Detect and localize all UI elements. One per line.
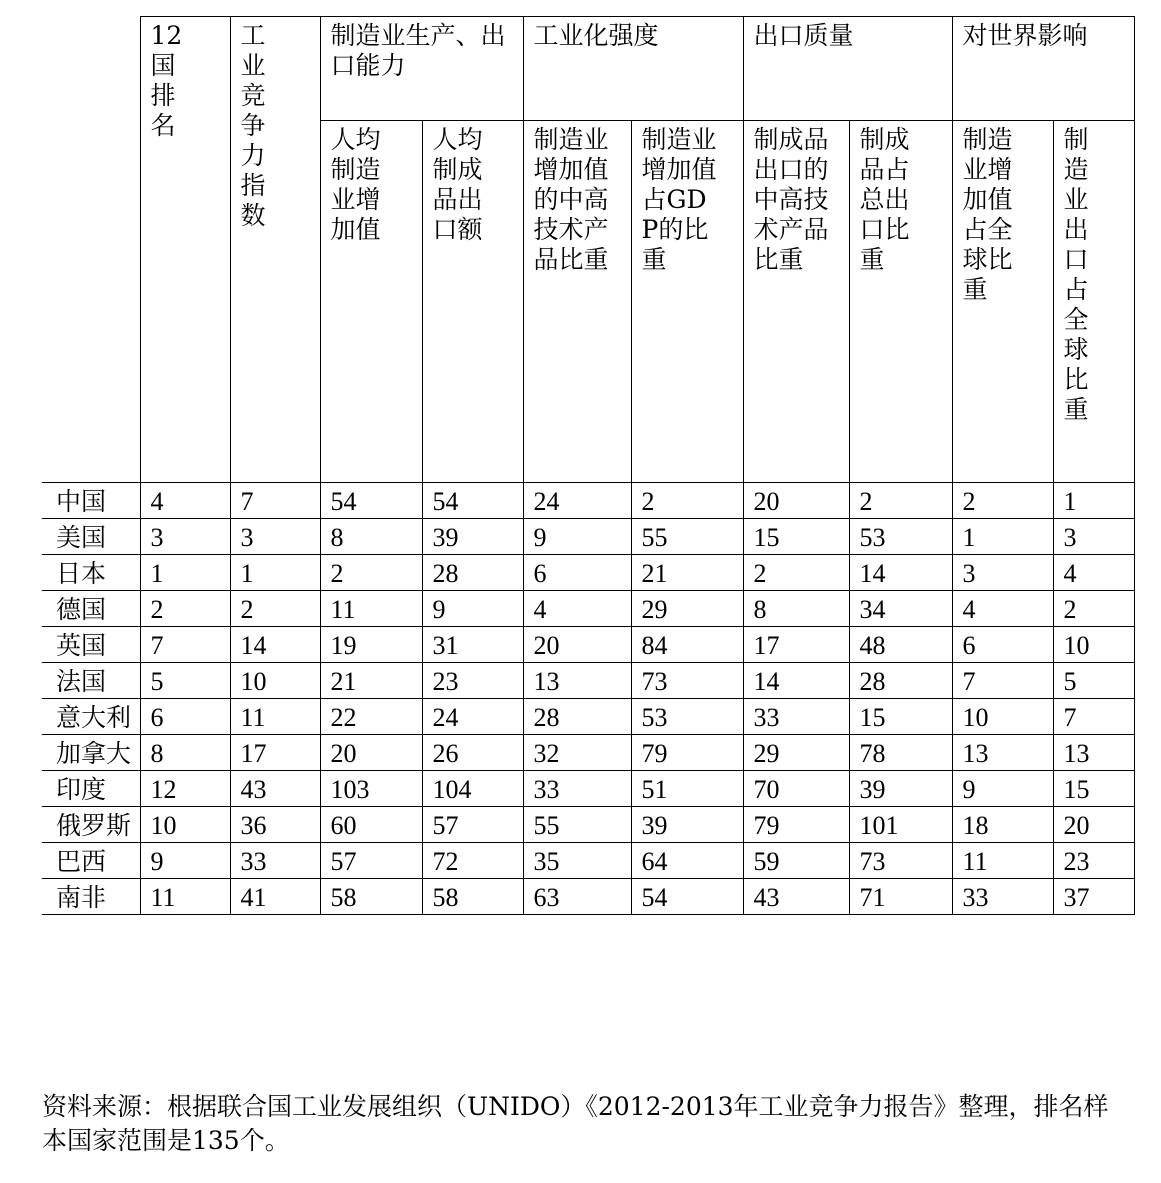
value-cell: 7	[140, 627, 230, 663]
value-cell: 36	[230, 807, 320, 843]
value-cell: 53	[849, 519, 952, 555]
value-cell: 9	[422, 591, 523, 627]
table-row	[42, 807, 1134, 843]
country-cell: 法国	[42, 663, 140, 699]
country-cell: 中国	[42, 483, 140, 519]
value-cell: 1	[230, 555, 320, 591]
header-sub: 人均制造业增加值	[320, 121, 422, 483]
value-cell: 9	[140, 843, 230, 879]
value-cell: 101	[849, 807, 952, 843]
value-cell: 51	[631, 771, 743, 807]
value-cell: 21	[631, 555, 743, 591]
header-sub: 制造业出口占全球比重	[1053, 121, 1134, 483]
value-cell: 28	[849, 663, 952, 699]
table-row	[42, 699, 1134, 735]
value-cell: 10	[952, 699, 1053, 735]
value-cell: 79	[743, 807, 849, 843]
header-rank: 12国排名	[140, 17, 230, 483]
value-cell: 23	[1053, 843, 1134, 879]
value-cell: 22	[320, 699, 422, 735]
value-cell: 19	[320, 627, 422, 663]
value-cell: 2	[631, 483, 743, 519]
value-cell: 104	[422, 771, 523, 807]
table-row	[42, 591, 1134, 627]
table-row	[42, 483, 1134, 519]
header-sub: 制成品占总出口比重	[849, 121, 952, 483]
value-cell: 3	[1053, 519, 1134, 555]
header-sub: 制成品出口的中高技术产品比重	[743, 121, 849, 483]
value-cell: 7	[230, 483, 320, 519]
ranking-table	[42, 16, 1135, 915]
country-cell: 日本	[42, 555, 140, 591]
header-sub: 制造业增加值占全球比重	[952, 121, 1053, 483]
header-group-world-impact: 对世界影响	[952, 17, 1134, 121]
value-cell: 1	[952, 519, 1053, 555]
value-cell: 73	[849, 843, 952, 879]
value-cell: 31	[422, 627, 523, 663]
value-cell: 2	[743, 555, 849, 591]
country-cell: 美国	[42, 519, 140, 555]
value-cell: 34	[849, 591, 952, 627]
country-cell: 印度	[42, 771, 140, 807]
header-group-production: 制造业生产、出口能力	[320, 17, 523, 121]
corner-cell	[42, 17, 140, 483]
country-cell: 意大利	[42, 699, 140, 735]
value-cell: 11	[140, 879, 230, 915]
value-cell: 17	[230, 735, 320, 771]
value-cell: 41	[230, 879, 320, 915]
value-cell: 2	[952, 483, 1053, 519]
value-cell: 53	[631, 699, 743, 735]
value-cell: 10	[140, 807, 230, 843]
value-cell: 15	[849, 699, 952, 735]
value-cell: 4	[1053, 555, 1134, 591]
value-cell: 17	[743, 627, 849, 663]
value-cell: 6	[140, 699, 230, 735]
country-cell: 英国	[42, 627, 140, 663]
value-cell: 11	[952, 843, 1053, 879]
value-cell: 71	[849, 879, 952, 915]
country-cell: 巴西	[42, 843, 140, 879]
header-group-export-quality: 出口质量	[743, 17, 952, 121]
value-cell: 13	[523, 663, 631, 699]
value-cell: 103	[320, 771, 422, 807]
country-cell: 德国	[42, 591, 140, 627]
value-cell: 9	[952, 771, 1053, 807]
value-cell: 11	[320, 591, 422, 627]
value-cell: 8	[140, 735, 230, 771]
header-index: 工业竞争力指数	[230, 17, 320, 483]
value-cell: 26	[422, 735, 523, 771]
value-cell: 72	[422, 843, 523, 879]
value-cell: 6	[523, 555, 631, 591]
value-cell: 10	[1053, 627, 1134, 663]
value-cell: 33	[230, 843, 320, 879]
value-cell: 58	[320, 879, 422, 915]
value-cell: 84	[631, 627, 743, 663]
value-cell: 43	[743, 879, 849, 915]
value-cell: 55	[631, 519, 743, 555]
value-cell: 33	[952, 879, 1053, 915]
value-cell: 14	[230, 627, 320, 663]
value-cell: 2	[140, 591, 230, 627]
table-row	[42, 843, 1134, 879]
value-cell: 20	[320, 735, 422, 771]
header-group-intensity: 工业化强度	[523, 17, 743, 121]
header-sub: 人均制成品出口额	[422, 121, 523, 483]
value-cell: 73	[631, 663, 743, 699]
value-cell: 1	[140, 555, 230, 591]
value-cell: 43	[230, 771, 320, 807]
value-cell: 79	[631, 735, 743, 771]
value-cell: 3	[230, 519, 320, 555]
table-body	[42, 17, 1134, 915]
value-cell: 39	[422, 519, 523, 555]
header-sub: 制造业增加值占GDP的比重	[631, 121, 743, 483]
value-cell: 20	[523, 627, 631, 663]
value-cell: 29	[631, 591, 743, 627]
value-cell: 28	[523, 699, 631, 735]
value-cell: 63	[523, 879, 631, 915]
value-cell: 23	[422, 663, 523, 699]
table-row	[42, 555, 1134, 591]
country-cell: 加拿大	[42, 735, 140, 771]
value-cell: 2	[1053, 591, 1134, 627]
table-row	[42, 627, 1134, 663]
value-cell: 35	[523, 843, 631, 879]
value-cell: 54	[422, 483, 523, 519]
value-cell: 4	[523, 591, 631, 627]
source-footnote: 资料来源：根据联合国工业发展组织（UNIDO）《2012-2013年工业竞争力报告》整理，排名样本国家范围是135个。	[42, 1092, 1109, 1155]
value-cell: 20	[743, 483, 849, 519]
value-cell: 13	[1053, 735, 1134, 771]
value-cell: 13	[952, 735, 1053, 771]
value-cell: 10	[230, 663, 320, 699]
value-cell: 59	[743, 843, 849, 879]
value-cell: 37	[1053, 879, 1134, 915]
value-cell: 48	[849, 627, 952, 663]
header-row-groups	[42, 17, 1134, 121]
value-cell: 54	[631, 879, 743, 915]
table-row	[42, 735, 1134, 771]
value-cell: 70	[743, 771, 849, 807]
value-cell: 58	[422, 879, 523, 915]
value-cell: 57	[320, 843, 422, 879]
value-cell: 5	[1053, 663, 1134, 699]
value-cell: 21	[320, 663, 422, 699]
value-cell: 55	[523, 807, 631, 843]
value-cell: 29	[743, 735, 849, 771]
value-cell: 32	[523, 735, 631, 771]
header-sub: 制造业增加值的中高技术产品比重	[523, 121, 631, 483]
value-cell: 5	[140, 663, 230, 699]
value-cell: 1	[1053, 483, 1134, 519]
value-cell: 78	[849, 735, 952, 771]
table-row	[42, 771, 1134, 807]
value-cell: 7	[952, 663, 1053, 699]
country-cell: 南非	[42, 879, 140, 915]
value-cell: 2	[230, 591, 320, 627]
value-cell: 60	[320, 807, 422, 843]
country-cell: 俄罗斯	[42, 807, 140, 843]
value-cell: 2	[320, 555, 422, 591]
table-row	[42, 519, 1134, 555]
table-row	[42, 879, 1134, 915]
value-cell: 14	[743, 663, 849, 699]
value-cell: 6	[952, 627, 1053, 663]
value-cell: 33	[523, 771, 631, 807]
value-cell: 28	[422, 555, 523, 591]
value-cell: 18	[952, 807, 1053, 843]
value-cell: 4	[140, 483, 230, 519]
value-cell: 11	[230, 699, 320, 735]
value-cell: 8	[320, 519, 422, 555]
value-cell: 4	[952, 591, 1053, 627]
value-cell: 57	[422, 807, 523, 843]
value-cell: 3	[140, 519, 230, 555]
value-cell: 54	[320, 483, 422, 519]
value-cell: 14	[849, 555, 952, 591]
value-cell: 24	[422, 699, 523, 735]
value-cell: 24	[523, 483, 631, 519]
value-cell: 8	[743, 591, 849, 627]
value-cell: 9	[523, 519, 631, 555]
value-cell: 3	[952, 555, 1053, 591]
value-cell: 12	[140, 771, 230, 807]
value-cell: 20	[1053, 807, 1134, 843]
value-cell: 39	[631, 807, 743, 843]
value-cell: 7	[1053, 699, 1134, 735]
table-row	[42, 663, 1134, 699]
value-cell: 2	[849, 483, 952, 519]
value-cell: 15	[743, 519, 849, 555]
value-cell: 39	[849, 771, 952, 807]
value-cell: 33	[743, 699, 849, 735]
value-cell: 15	[1053, 771, 1134, 807]
value-cell: 64	[631, 843, 743, 879]
